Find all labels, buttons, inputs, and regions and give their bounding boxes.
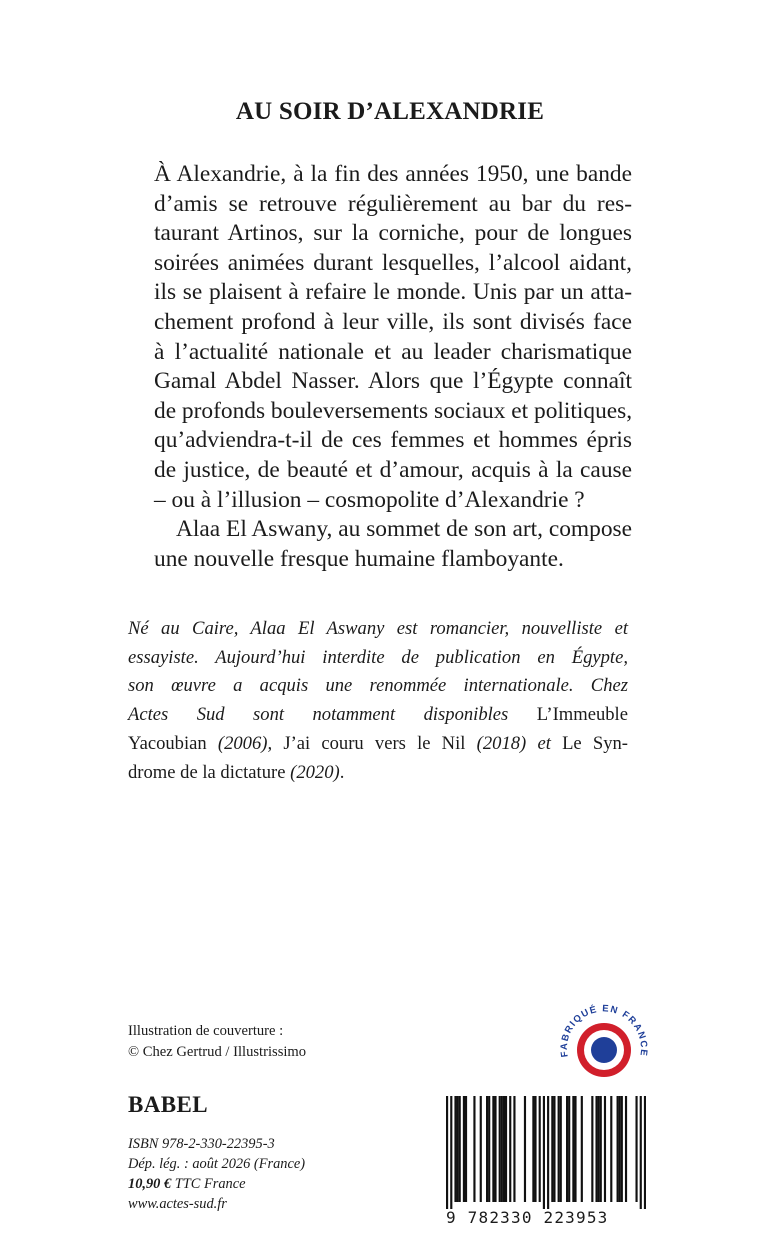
bio-line: [128, 644, 628, 673]
book-title-ref: Yacoubian: [128, 732, 207, 754]
synopsis-line: À Alexandrie, à la fin des années 1950, une bande: [154, 161, 632, 187]
barcode-bar: [505, 1096, 507, 1202]
synopsis-line: ils se plaisent à refaire le monde. Unis par un atta-: [154, 279, 632, 306]
book-title: AU SOIR D’ALEXANDRIE: [235, 98, 545, 125]
barcode-bar: [450, 1096, 452, 1209]
book-title-ref: drome de la dictature: [128, 761, 286, 783]
barcode-bar: [509, 1096, 511, 1202]
synopsis-line: Alaa El Aswany, au sommet de son art, compose: [176, 516, 632, 543]
barcode-bar: [572, 1096, 574, 1202]
barcode-bar: [486, 1096, 488, 1202]
synopsis-line: à l’actualité nationale et au leader charismatique: [154, 338, 632, 365]
barcode-bar: [621, 1096, 623, 1202]
barcode-bar: [501, 1096, 503, 1202]
synopsis-line: soirées animées durant lesquelles, l’alcool aidant,: [154, 249, 632, 276]
isbn: ISBN 978-2-330-22395-3: [128, 1136, 275, 1152]
author-bio: [128, 615, 628, 787]
barcode-bar: [524, 1096, 526, 1202]
synopsis-line: une nouvelle fresque humaine flamboyante.: [154, 545, 564, 572]
barcode-bar: [566, 1096, 568, 1202]
barcode-bar: [644, 1096, 646, 1209]
barcode-bar: [568, 1096, 570, 1202]
barcode-bar: [454, 1096, 456, 1202]
barcode-bar: [494, 1096, 496, 1202]
synopsis-line: de profonds bouleversements sociaux et politiques,: [154, 397, 633, 424]
badge-blue-dot: [591, 1037, 617, 1063]
credit-label: Illustration de couverture :: [128, 1023, 284, 1039]
synopsis-line: chement profond à leur ville, ils sont divisés face: [154, 308, 632, 335]
barcode-bar: [640, 1096, 642, 1209]
bio-text: Actes Sud sont notamment disponibles: [128, 704, 509, 726]
barcode-bar: [459, 1096, 461, 1202]
legal-deposit: Dép. lég. : août 2026 (France): [128, 1156, 306, 1172]
badge-text: FABRIQUÉ EN FRANCE: [558, 1003, 650, 1058]
barcode-bar: [532, 1096, 534, 1202]
bio-text: et: [537, 732, 551, 754]
bio-line: [128, 672, 628, 701]
bio-line: [128, 615, 628, 644]
credit-names: © Chez Gertrud / Illustrissimo: [128, 1044, 307, 1060]
barcode-bar: [619, 1096, 621, 1202]
bio-year: (2020): [290, 761, 340, 783]
barcode-bar: [558, 1096, 560, 1202]
barcode-bar: [534, 1096, 536, 1202]
book-title-ref: L’Immeuble: [536, 704, 628, 726]
barcode-bar: [591, 1096, 593, 1202]
barcode-bar: [553, 1096, 555, 1202]
barcode-bar: [598, 1096, 600, 1202]
barcode-bar: [635, 1096, 637, 1202]
barcode-bar: [581, 1096, 583, 1202]
barcode-bar: [547, 1096, 549, 1209]
publisher-name: BABEL: [128, 1092, 208, 1117]
barcode-digits: 9 782330 223953: [446, 1208, 609, 1227]
barcode-bar: [625, 1096, 627, 1202]
barcode-bar: [543, 1096, 545, 1209]
barcode-bar: [488, 1096, 490, 1202]
synopsis-line: qu’adviendra-t-il de ces femmes et hommes épris: [154, 427, 632, 454]
publication-info: [128, 1134, 305, 1214]
price-amount: 10,90 €: [128, 1176, 172, 1192]
bio-line: [128, 759, 628, 788]
barcode-bar: [617, 1096, 619, 1202]
barcode-bar: [610, 1096, 612, 1202]
barcode-bar: [465, 1096, 467, 1202]
barcode-bar: [551, 1096, 553, 1202]
barcode-bar: [492, 1096, 494, 1202]
made-in-france-badge: [554, 995, 654, 1095]
barcode-bar: [574, 1096, 576, 1202]
bio-line: [128, 701, 628, 730]
barcode-bar: [604, 1096, 606, 1202]
book-title-ref: Le Syn-: [562, 732, 628, 754]
barcode-bar: [463, 1096, 465, 1202]
price: [128, 1174, 305, 1194]
bio-year: (2018): [476, 732, 527, 754]
barcode-bar: [600, 1096, 602, 1202]
barcode-bar: [480, 1096, 482, 1202]
barcode-bar: [595, 1096, 597, 1202]
bio-line: [128, 730, 628, 759]
barcode-bar: [513, 1096, 515, 1202]
barcode: [446, 1096, 646, 1209]
synopsis-line: Gamal Abdel Nasser. Alors que l’Égypte connaît: [154, 368, 632, 395]
bio-text: .: [339, 761, 345, 783]
synopsis-line: de justice, de beauté et d’amour, acquis à la cause: [154, 456, 632, 483]
cover-credit: [128, 1021, 306, 1063]
price-suffix: TTC France: [171, 1176, 246, 1192]
bio-text: son œuvre a acquis une renommée internationale. Chez: [128, 675, 628, 697]
website: www.actes-sud.fr: [128, 1196, 227, 1212]
barcode-bar: [560, 1096, 562, 1202]
bio-text: Né au Caire, Alaa El Aswany est romancier, nouvelliste et: [128, 618, 628, 639]
synopsis-line: – ou à l’illusion – cosmopolite d’Alexandrie ?: [154, 486, 585, 513]
bio-year: (2006),: [217, 732, 273, 754]
synopsis-line: d’amis se retrouve régulièrement au bar du res-: [154, 190, 632, 217]
barcode-bar: [503, 1096, 505, 1202]
barcode-bar: [457, 1096, 459, 1202]
barcode-bar: [446, 1096, 448, 1209]
synopsis: [154, 160, 632, 574]
barcode-bar: [499, 1096, 501, 1202]
bio-text: essayiste. Aujourd’hui interdite de publication en Égypte,: [128, 646, 628, 668]
synopsis-line: taurant Artinos, sur la corniche, pour de longues: [154, 220, 632, 247]
book-title-ref: J’ai couru vers le Nil: [283, 732, 466, 754]
barcode-bar: [473, 1096, 475, 1202]
barcode-bar: [539, 1096, 541, 1202]
